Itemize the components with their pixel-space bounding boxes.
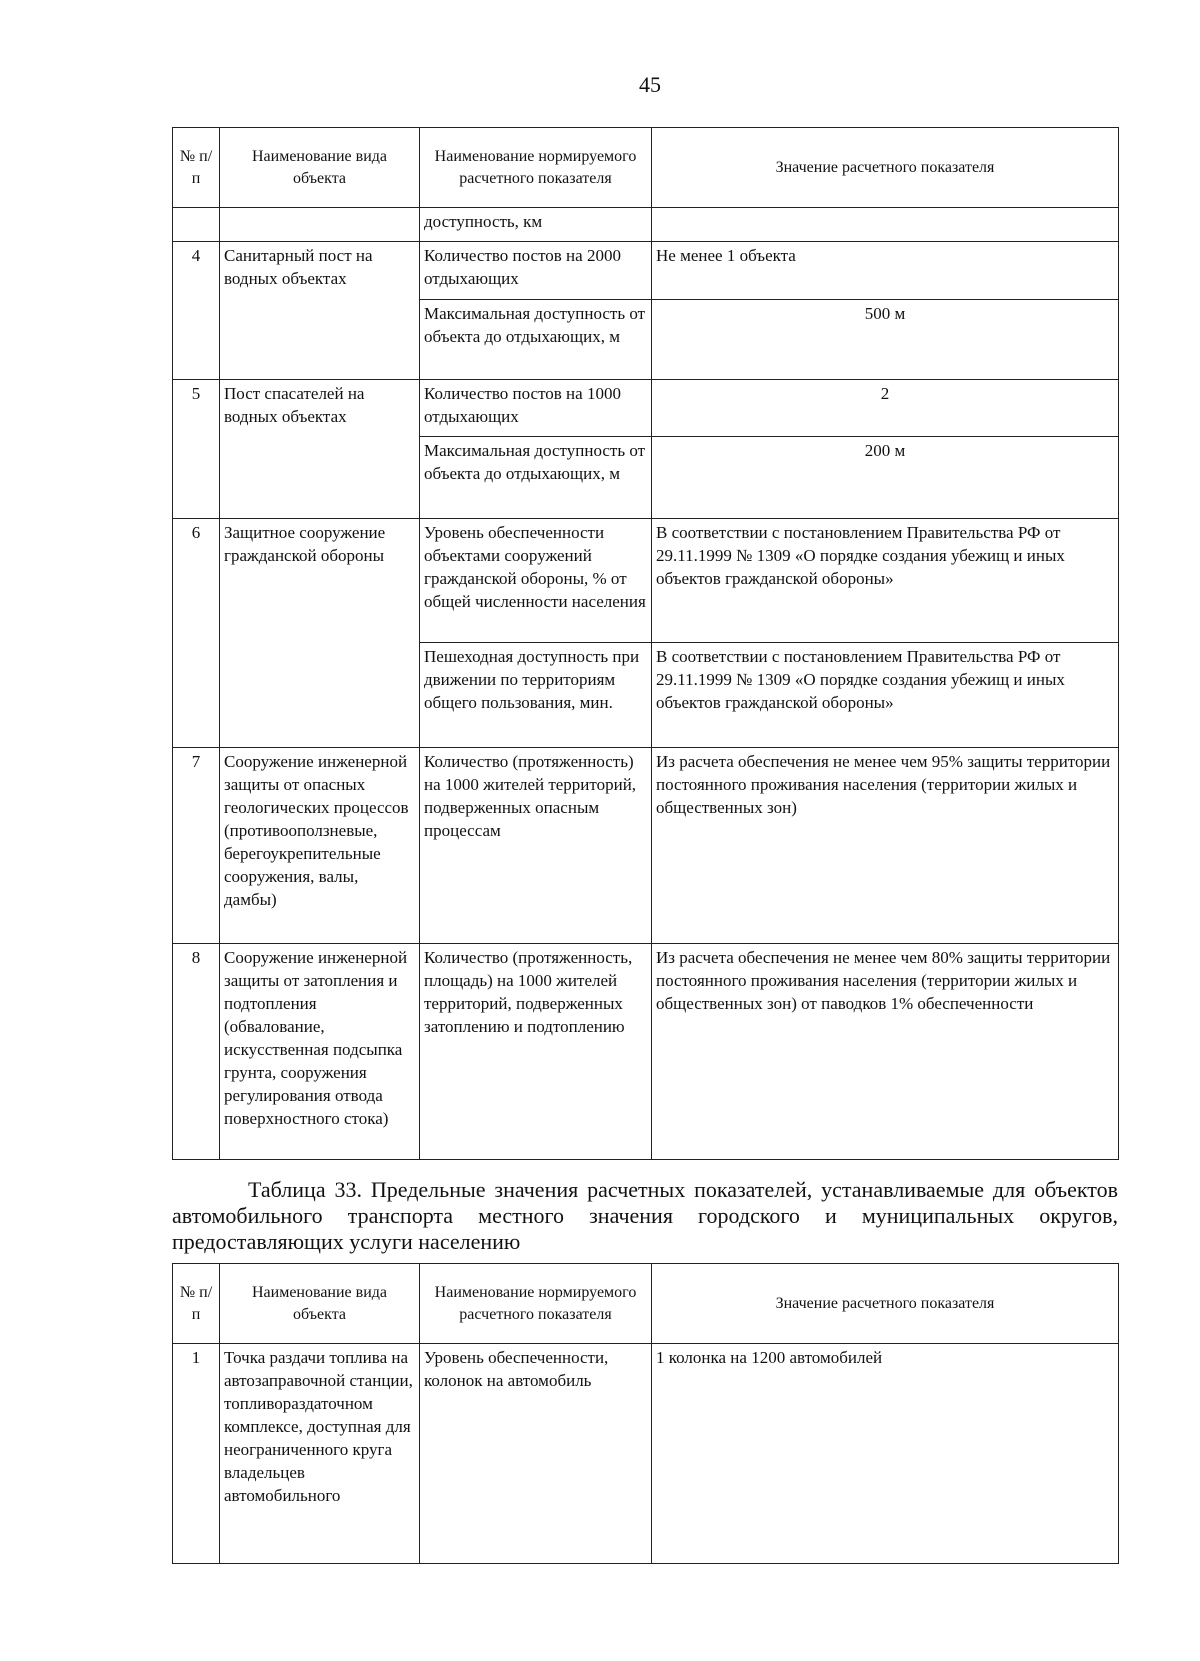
param-cell: Максимальная доступность от объекта до отдыхающих, м bbox=[420, 300, 652, 380]
param-cell: Количество постов на 1000 отдыхающих bbox=[420, 380, 652, 437]
value-cell: 1 колонка на 1200 автомобилей bbox=[652, 1344, 1119, 1564]
param-cell: Количество (протяженность) на 1000 жителей территорий, подверженных опасным процессам bbox=[420, 748, 652, 944]
value-cell: 200 м bbox=[652, 437, 1119, 519]
header-num: № п/п bbox=[173, 1264, 220, 1344]
row-number: 5 bbox=[173, 380, 220, 519]
param-cell: Количество постов на 2000 отдыхающих bbox=[420, 242, 652, 300]
value-cell: Из расчета обеспечения не менее чем 95% защиты территории постоянного проживания населения (территории жилых и общественных зон) bbox=[652, 748, 1119, 944]
header-object: Наименование вида объекта bbox=[220, 128, 420, 208]
table-row bbox=[173, 380, 1119, 437]
param-cell: Уровень обеспеченности, колонок на автомобиль bbox=[420, 1344, 652, 1564]
value-cell: Из расчета обеспечения не менее чем 80% защиты территории постоянного проживания населения (территории жилых и общественных зон) от паводков 1% обеспеченности bbox=[652, 944, 1119, 1160]
row-number: 8 bbox=[173, 944, 220, 1160]
table-row bbox=[173, 748, 1119, 944]
row-number: 7 bbox=[173, 748, 220, 944]
value-cell: 2 bbox=[652, 380, 1119, 437]
table-indicators-civil-defense bbox=[172, 127, 1119, 1160]
value-cell: 500 м bbox=[652, 300, 1119, 380]
header-object: Наименование вида объекта bbox=[220, 1264, 420, 1344]
table-header-row bbox=[173, 1264, 1119, 1344]
param-cell: Максимальная доступность от объекта до отдыхающих, м bbox=[420, 437, 652, 519]
table-row bbox=[173, 944, 1119, 1160]
table-automobile-transport bbox=[172, 1263, 1119, 1564]
page-number: 45 bbox=[639, 72, 661, 97]
object-cell: Сооружение инженерной защиты от опасных геологических процессов (противооползневые, берегоукрепительные сооружения, валы, дамбы) bbox=[220, 748, 420, 944]
header-param: Наименование нормируемого расчетного показателя bbox=[420, 1264, 652, 1344]
header-num: № п/п bbox=[173, 128, 220, 208]
object-cell: Санитарный пост на водных объектах bbox=[220, 242, 420, 380]
table-caption: Таблица 33. Предельные значения расчетных показателей, устанавливаемые для объектов автомобильного транспорта местного значения городского и муниципальных округов, предоставляющих услуги населению bbox=[172, 1177, 1118, 1254]
object-cell: Сооружение инженерной защиты от затопления и подтопления (обвалование, искусственная подсыпка грунта, сооружения регулирования отвода поверхностного стока) bbox=[220, 944, 420, 1160]
header-value: Значение расчетного показателя bbox=[652, 128, 1119, 208]
header-param: Наименование нормируемого расчетного показателя bbox=[420, 128, 652, 208]
param-cell: Пешеходная доступность при движении по территориям общего пользования, мин. bbox=[420, 643, 652, 748]
object-cell: Защитное сооружение гражданской обороны bbox=[220, 519, 420, 748]
table-row bbox=[173, 208, 1119, 242]
value-cell: В соответствии с постановлением Правительства РФ от 29.11.1999 № 1309 «О порядке создания убежищ и иных объектов гражданской обороны» bbox=[652, 643, 1119, 748]
param-cell: Уровень обеспеченности объектами сооружений гражданской обороны, % от общей численности населения bbox=[420, 519, 652, 643]
value-cell: В соответствии с постановлением Правительства РФ от 29.11.1999 № 1309 «О порядке создания убежищ и иных объектов гражданской обороны» bbox=[652, 519, 1119, 643]
table-row bbox=[173, 519, 1119, 643]
object-cell: Пост спасателей на водных объектах bbox=[220, 380, 420, 519]
row-number: 4 bbox=[173, 242, 220, 380]
table-row bbox=[173, 1344, 1119, 1564]
row-number: 6 bbox=[173, 519, 220, 748]
table-row bbox=[173, 242, 1119, 300]
row-number: 1 bbox=[173, 1344, 220, 1564]
value-cell: Не менее 1 объекта bbox=[652, 242, 1119, 300]
param-cell: Количество (протяженность, площадь) на 1000 жителей территорий, подверженных затоплению и подтоплению bbox=[420, 944, 652, 1160]
object-cell: Точка раздачи топлива на автозаправочной станции, топливораздаточном комплексе, доступная для неограниченного круга владельцев автомобильного bbox=[220, 1344, 420, 1564]
table-header-row bbox=[173, 128, 1119, 208]
param-cell: доступность, км bbox=[420, 208, 652, 242]
header-value: Значение расчетного показателя bbox=[652, 1264, 1119, 1344]
